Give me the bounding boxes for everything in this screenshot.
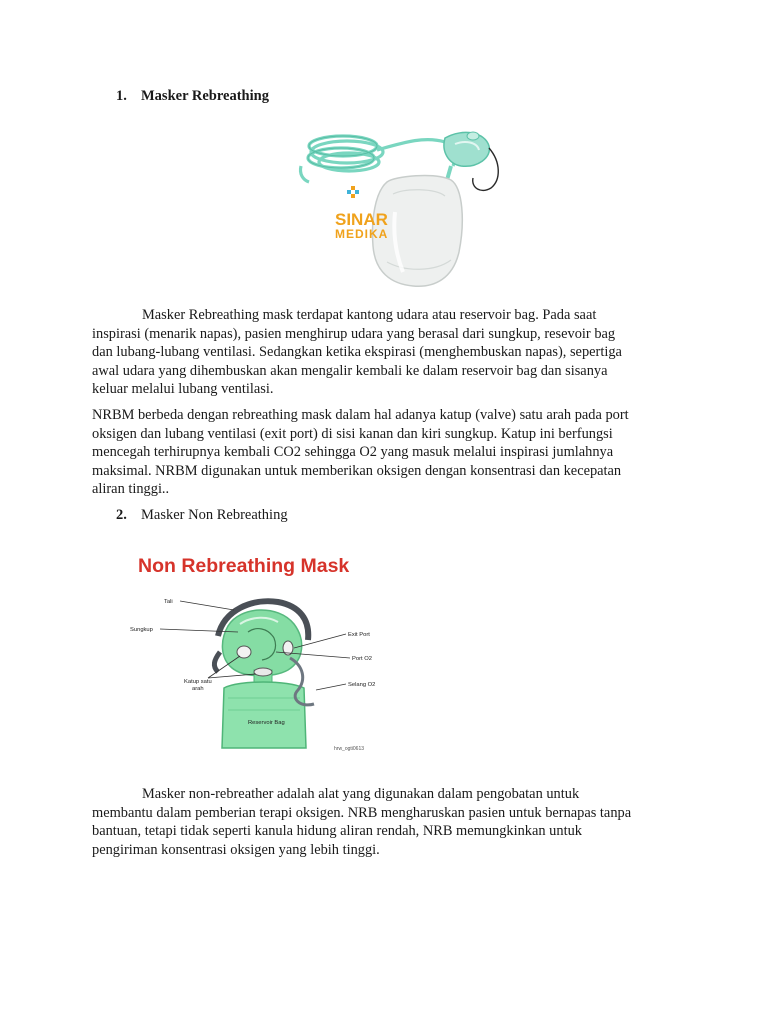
text-line: awal udara yang dihembuskan akan mengalir kembali ke dalam reservoir bag dan sisanya [92,362,608,379]
rebreathing-mask-illustration [295,122,505,292]
text-line: membantu dalam pemberian terapi oksigen. NRB mengharuskan pasien untuk bernapas tanpa [92,804,632,821]
text-line: oksigen dan lubang ventilasi (exit port) di sisi kanan dan kiri sungkup. Katup ini berfungsi [92,425,613,442]
text-line: keluar melalui lubang ventilasi. [92,381,274,398]
section-2-heading [116,507,376,527]
label-exit-port: Exit Port [348,632,370,638]
brand-line-2: MEDIKA [335,227,389,241]
label-sungkup: Sungkup [130,627,153,633]
text-line: pengiriman konsentrasi oksigen yang lebih tinggi. [92,841,380,858]
label-katup-line-2: arah [192,686,204,692]
text-line: dan lubang-lubang ventilasi. Sedangkan ketika ekspirasi (menghembuskan napas), sepertiga [92,344,622,361]
label-port-o2: Port O2 [352,656,372,662]
label-tali: Tali [164,599,173,605]
text-line: aliran tinggi.. [92,481,170,498]
diagram-credit: hrw_ogti0613 [334,746,365,752]
section-1-heading [116,88,356,108]
text-line: Masker Rebreathing mask terdapat kantong udara atau reservoir bag. Pada saat [142,307,597,323]
text-line: inspirasi (menarik napas), pasien menghirup udara yang berasal dari sungkup, resevoir bag [92,325,616,342]
rebreathing-mask-image [295,122,505,292]
brand-line-1: SINAR [335,210,388,229]
section-1-paragraph-1 [92,306,692,399]
label-selang-o2: Selang O2 [348,682,376,688]
label-reservoir-bag: Reservoir Bag [248,720,285,726]
text-line: maksimal. NRBM digunakan untuk memberikan oksigen dengan konsentrasi dan kecepatan [92,462,622,479]
diagram-title: Non Rebreathing Mask [138,555,350,577]
label-katup-line-1: Katup satu [184,679,212,685]
section-2-number: 2. [116,507,127,523]
section-2-paragraph [92,785,692,859]
section-1-number: 1. [116,88,127,104]
section-1-paragraph-2 [92,406,692,499]
text-line: Masker non-rebreather adalah alat yang digunakan dalam pengobatan untuk [142,786,580,802]
non-rebreathing-diagram-svg [128,548,400,760]
section-2-title: Masker Non Rebreathing [141,507,288,523]
text-line: NRBM berbeda dengan rebreathing mask dalam hal adanya katup (valve) satu arah pada port [92,407,629,423]
non-rebreathing-mask-diagram [128,548,400,760]
section-1-title: Masker Rebreathing [141,88,269,104]
text-line: mencegah terhirupnya kembali CO2 sehingga O2 yang masuk melalui inspirasi jumlahnya [92,444,614,461]
text-line: bantuan, tetapi tidak seperti kanula hidung aliran rendah, NRB memungkinkan untuk [92,823,582,840]
